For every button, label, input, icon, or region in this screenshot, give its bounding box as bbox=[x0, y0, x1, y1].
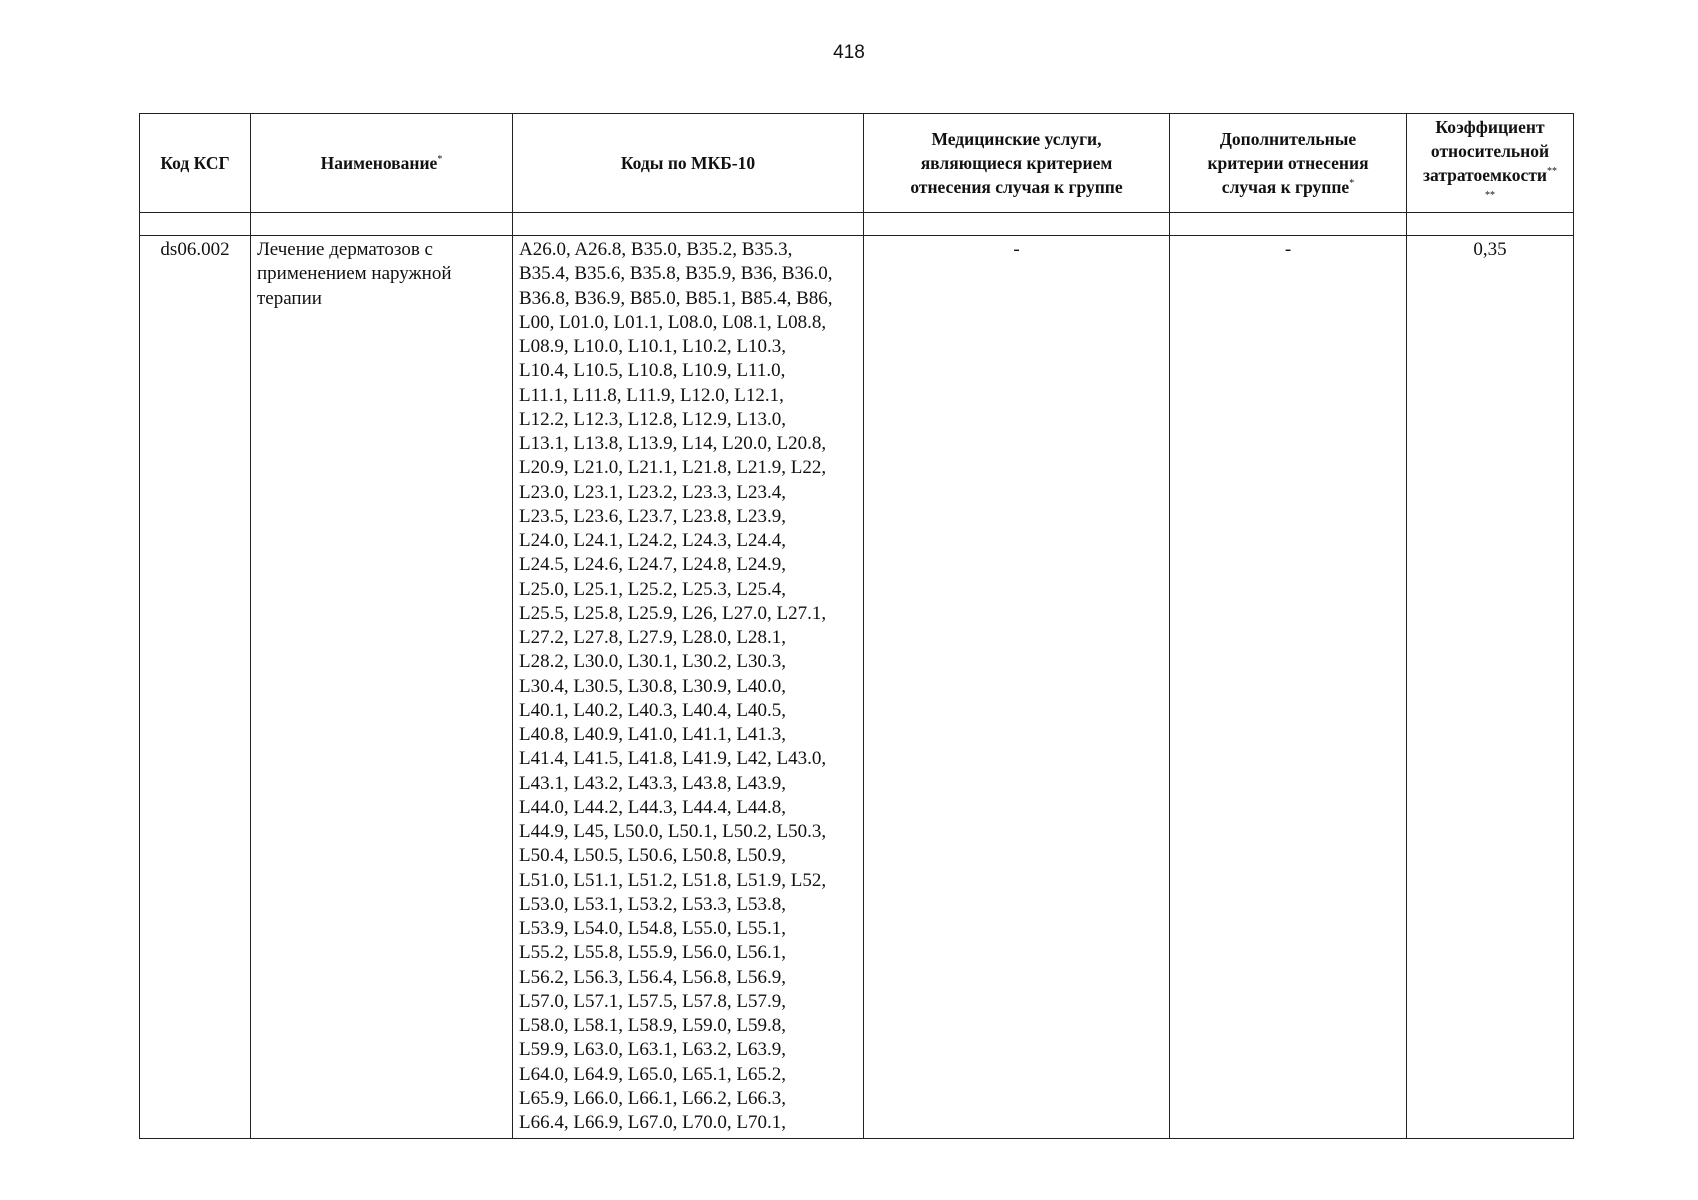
mkb-code-line: L41.4, L41.5, L41.8, L41.9, L42, L43.0, bbox=[519, 748, 827, 770]
header-name: Наименование* bbox=[251, 114, 513, 213]
mkb-code-line: L59.9, L63.0, L63.1, L63.2, L63.9, bbox=[519, 1039, 787, 1061]
mkb-code-line: L44.0, L44.2, L44.3, L44.4, L44.8, bbox=[519, 796, 787, 818]
table-row bbox=[140, 236, 1574, 1139]
mkb-code-line: L40.8, L40.9, L41.0, L41.1, L41.3, bbox=[519, 724, 787, 745]
page-number: 418 bbox=[833, 42, 865, 63]
mkb-code-line: L30.4, L30.5, L30.8, L30.9, L40.0, bbox=[519, 675, 787, 697]
mkb-code-line: L43.1, L43.2, L43.3, L43.8, L43.9, bbox=[519, 772, 787, 794]
mkb-code-line: L56.2, L56.3, L56.4, L56.8, L56.9, bbox=[519, 966, 787, 988]
medical-services-cell: - bbox=[864, 236, 1170, 1139]
mkb-code-line: L00, L01.0, L01.1, L08.0, L08.1, L08.8, bbox=[519, 311, 827, 333]
mkb-code-line: L65.9, L66.0, L66.1, L66.2, L66.3, bbox=[519, 1087, 787, 1109]
mkb-code-line: L50.4, L50.5, L50.6, L50.8, L50.9, bbox=[519, 845, 787, 867]
mkb-code-line: B36.8, B36.9, B85.0, B85.1, B85.4, B86, bbox=[519, 287, 833, 309]
footnote-mark: * bbox=[437, 154, 443, 166]
mkb-code-line: L51.0, L51.1, L51.2, L51.8, L51.9, L52, bbox=[519, 869, 827, 891]
mkb-codes-cell bbox=[513, 236, 864, 1139]
ksg-table bbox=[139, 113, 1574, 1139]
mkb-code-line: L27.2, L27.8, L27.9, L28.0, L28.1, bbox=[519, 627, 787, 648]
mkb-code-line: B35.4, B35.6, B35.8, B35.9, B36, B36.0, bbox=[519, 263, 833, 285]
mkb-code-line: L12.2, L12.3, L12.8, L12.9, L13.0, bbox=[519, 408, 787, 430]
footnote-mark: * bbox=[1349, 178, 1355, 190]
header-code: Код КСГ bbox=[140, 114, 251, 213]
mkb-code-line: L23.5, L23.6, L23.7, L23.8, L23.9, bbox=[519, 505, 787, 527]
header-mkb-codes: Коды по МКБ-10 bbox=[513, 114, 864, 213]
mkb-code-line: L11.1, L11.8, L11.9, L12.0, L12.1, bbox=[519, 384, 784, 406]
mkb-code-line: L66.4, L66.9, L67.0, L70.0, L70.1, bbox=[519, 1112, 787, 1133]
mkb-code-line: L40.1, L40.2, L40.3, L40.4, L40.5, bbox=[519, 699, 787, 721]
mkb-code-line: L23.0, L23.1, L23.2, L23.3, L23.4, bbox=[519, 481, 787, 503]
mkb-code-line: L24.0, L24.1, L24.2, L24.3, L24.4, bbox=[519, 530, 787, 551]
mkb-code-line: L55.2, L55.8, L55.9, L56.0, L56.1, bbox=[519, 942, 787, 964]
mkb-code-line: L08.9, L10.0, L10.1, L10.2, L10.3, bbox=[519, 336, 787, 357]
table-header-row bbox=[140, 114, 1574, 213]
mkb-code-line: L64.0, L64.9, L65.0, L65.1, L65.2, bbox=[519, 1063, 787, 1085]
cost-coefficient-cell: 0,35 bbox=[1407, 236, 1574, 1139]
mkb-code-line: L10.4, L10.5, L10.8, L10.9, L11.0, bbox=[519, 360, 786, 382]
mkb-code-line: L25.0, L25.1, L25.2, L25.3, L25.4, bbox=[519, 578, 787, 600]
additional-criteria-cell: - bbox=[1170, 236, 1407, 1139]
mkb-code-line: L13.1, L13.8, L13.9, L14, L20.0, L20.8, bbox=[519, 433, 827, 454]
mkb-code-line: L24.5, L24.6, L24.7, L24.8, L24.9, bbox=[519, 554, 787, 576]
header-cost-coefficient: Коэффициент относительной затратоемкости** ** bbox=[1407, 114, 1574, 213]
ksg-code-cell: ds06.002 bbox=[140, 236, 251, 1139]
footnote-mark: ** bbox=[1547, 166, 1558, 178]
mkb-code-line: L44.9, L45, L50.0, L50.1, L50.2, L50.3, bbox=[519, 821, 827, 842]
mkb-code-line: L58.0, L58.1, L58.9, L59.0, L59.8, bbox=[519, 1015, 787, 1036]
mkb-code-line: L28.2, L30.0, L30.1, L30.2, L30.3, bbox=[519, 651, 787, 673]
mkb-code-line: A26.0, A26.8, B35.0, B35.2, B35.3, bbox=[519, 239, 793, 260]
header-additional-criteria: Дополнительные критерии отнесения случая к группе* bbox=[1170, 114, 1407, 213]
mkb-code-line: L53.0, L53.1, L53.2, L53.3, L53.8, bbox=[519, 893, 787, 915]
mkb-code-line: L57.0, L57.1, L57.5, L57.8, L57.9, bbox=[519, 990, 787, 1012]
footnote-mark: ** bbox=[1485, 190, 1495, 202]
ksg-name-cell: Лечение дерматозов с применением наружной терапии bbox=[251, 236, 513, 1139]
table-spacer-row bbox=[140, 213, 1574, 236]
mkb-code-line: L25.5, L25.8, L25.9, L26, L27.0, L27.1, bbox=[519, 602, 827, 624]
mkb-code-line: L20.9, L21.0, L21.1, L21.8, L21.9, L22, bbox=[519, 457, 827, 479]
mkb-code-line: L53.9, L54.0, L54.8, L55.0, L55.1, bbox=[519, 918, 787, 939]
header-medical-services: Медицинские услуги, являющиеся критерием отнесения случая к группе bbox=[864, 114, 1170, 213]
